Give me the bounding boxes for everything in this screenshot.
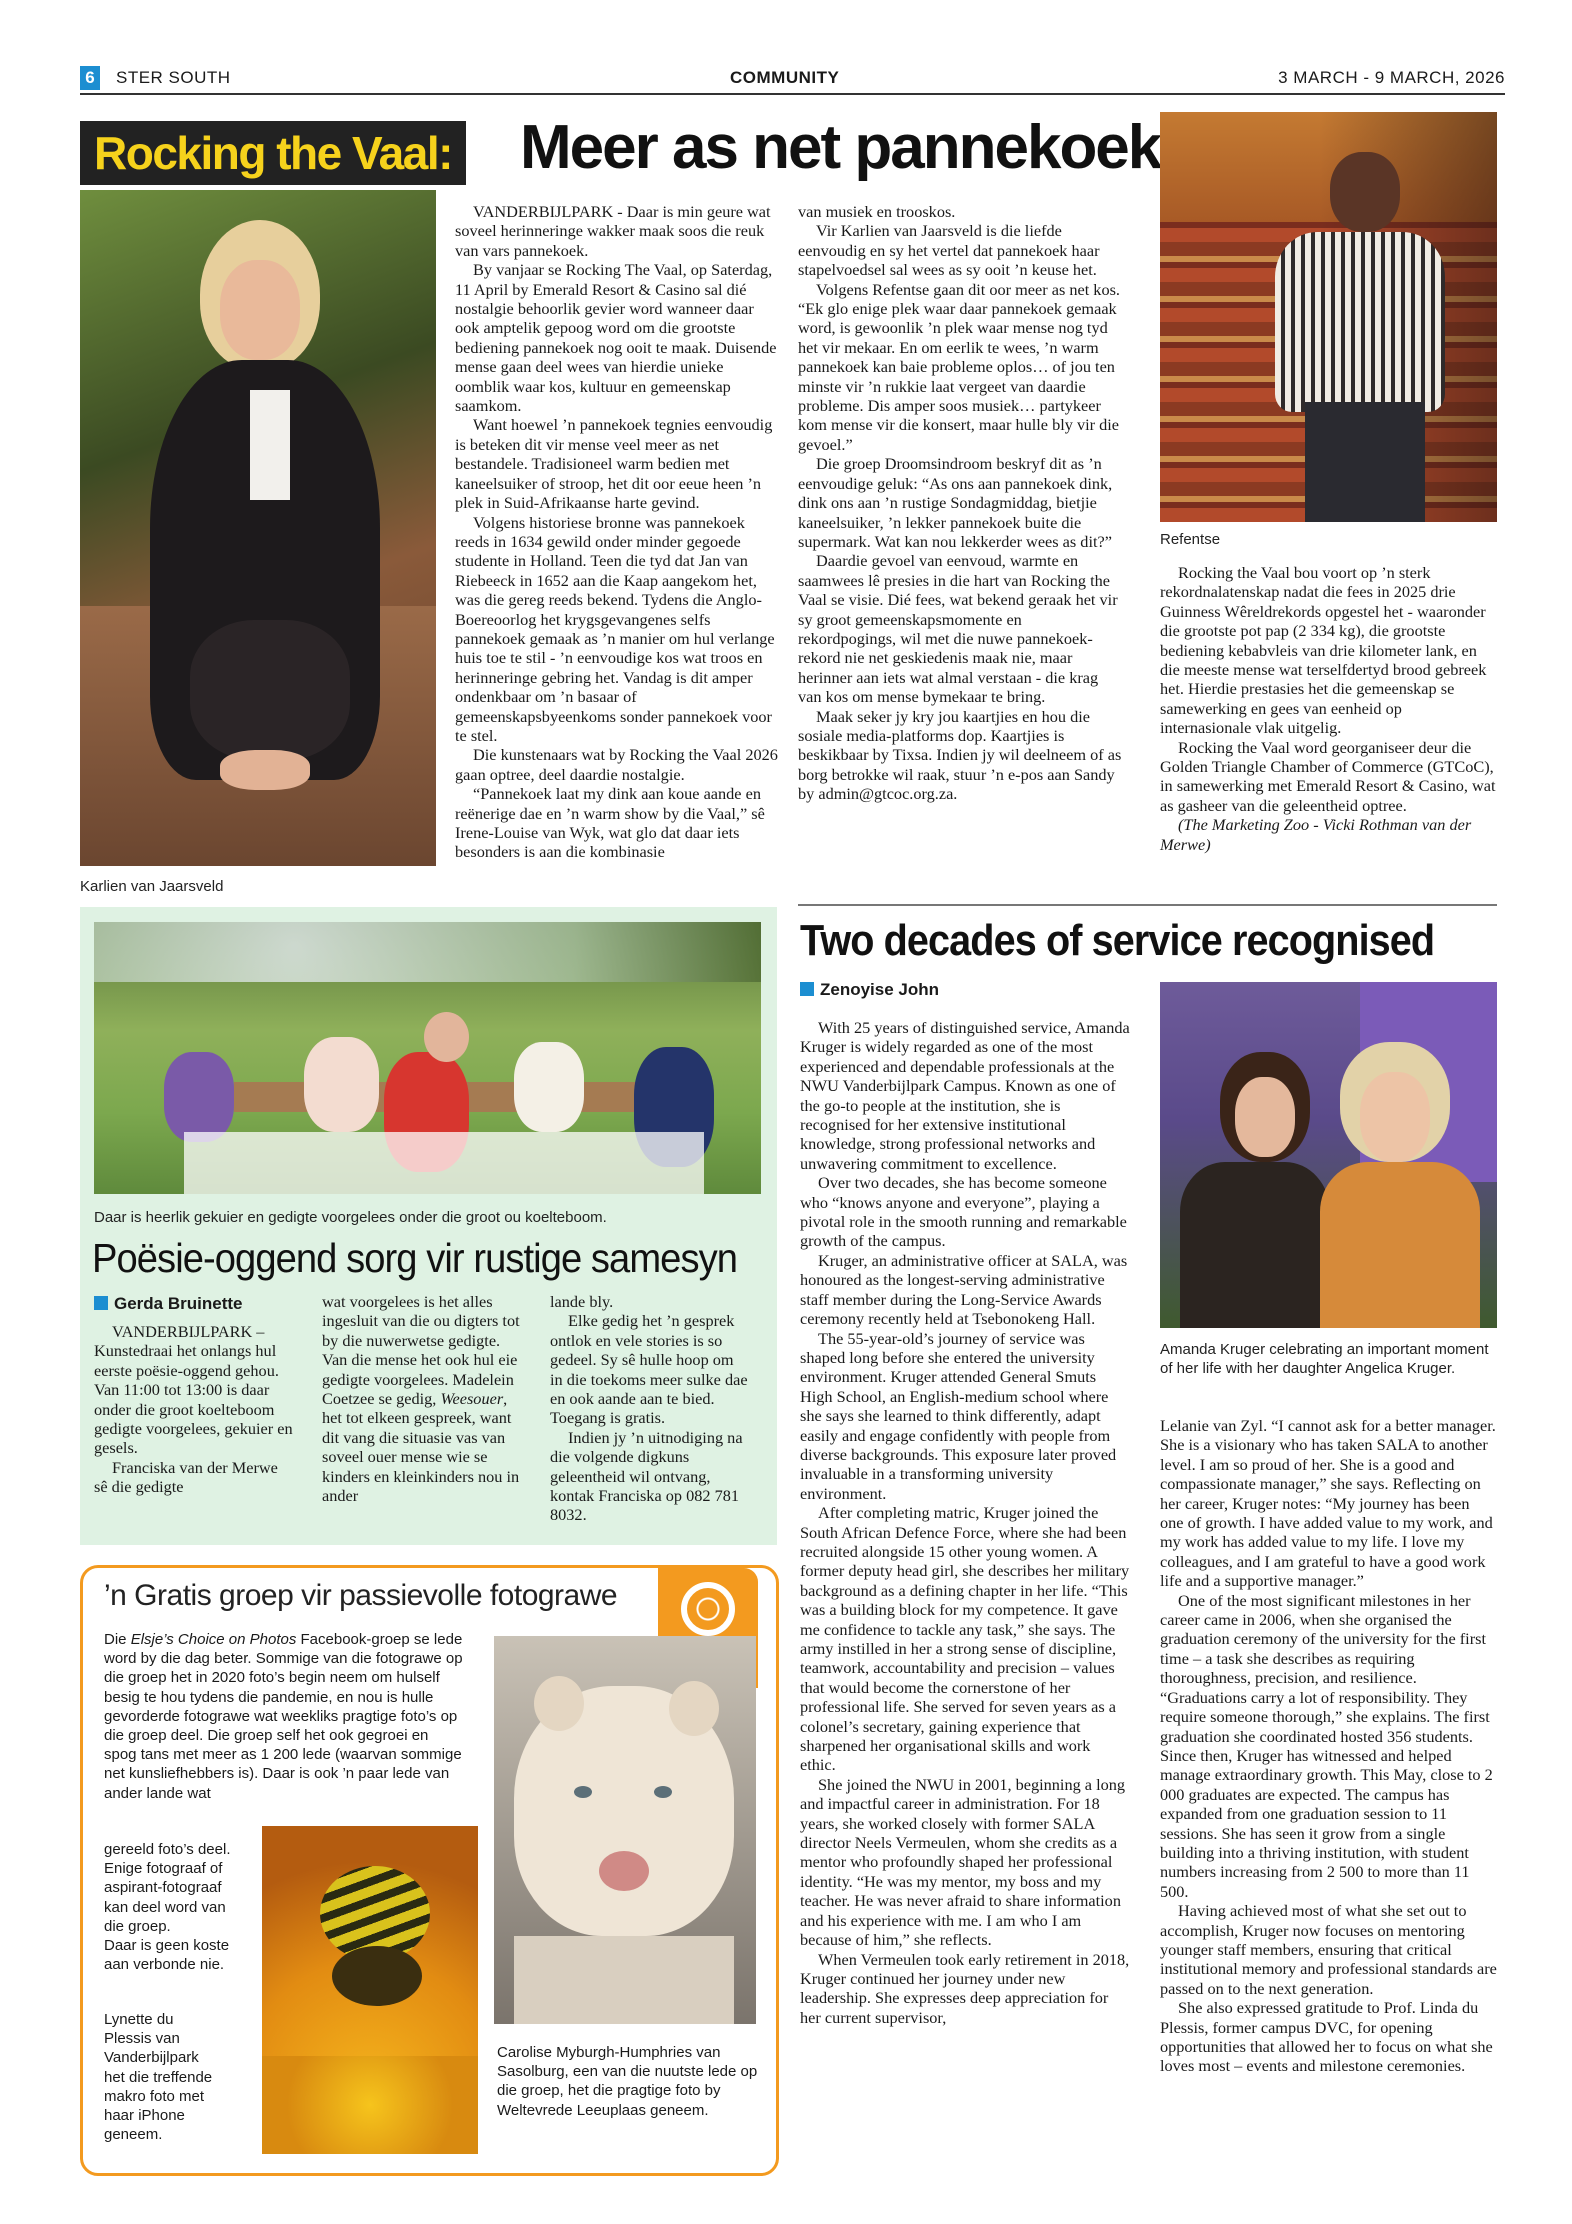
paragraph: Die kunstenaars wat by Rocking the Vaal 2026 gaan optree, deel daardie nostalgie. — [455, 745, 778, 784]
refentse-photo — [1160, 112, 1497, 522]
insect-macro-photo — [262, 1826, 478, 2154]
kicker-text: Rocking the Vaal: — [94, 127, 452, 179]
paragraph: Die groep Droomsindroom beskryf dit as ’n eenvoudige geluk: “As ons aan pannekoek dink, dink ons aan ’n rustige Sondagmiddag, bietjie kaneelsuiker, ’n lekker pannekoek buite die supermark. Wat kan nou lekkerder wees as dit?” — [798, 454, 1113, 551]
paragraph: With 25 years of distinguished service, Amanda Kruger is widely regarded as one of the most experienced and dependable professionals at the NWU Vanderbijlpark Campus. Known as one of the go-to people at the institution, she is recognised for her extensive institutional knowledge, strong professional networks and unwavering commitment to excellence. — [800, 1018, 1130, 1173]
paragraph: lande bly. — [550, 1292, 614, 1311]
lion-cub-photo — [494, 1636, 756, 2024]
camera-aperture-icon — [681, 1582, 735, 1636]
paragraph: “Pannekoek laat my dink aan koue aande en reënerige dae en ’n warm show by die Vaal,” sê Irene-Louise van Wyk, wat glo dat daar iets besonders is aan die kombinasie — [455, 784, 765, 862]
paragraph: Indien jy ’n uitnodiging na die volgende digkuns geleentheid wil ontvang, kontak Franciska op 082 781 8032. — [550, 1427, 743, 1525]
byline-name: Zenoyise John — [820, 980, 940, 999]
story2-headline: Poësie-oggend sorg vir rustige samesyn — [92, 1235, 737, 1281]
group-name: Elsje’s Choice on Photos — [130, 1631, 297, 1648]
paragraph: van musiek en trooskos. — [798, 202, 956, 221]
paragraph: Vir Karlien van Jaarsveld is die liefde eenvoudig en sy het vertel dat pannekoek haar stapelvoedsel sal wees as sy ooit ’n keuse het. — [798, 221, 1100, 280]
paragraph: VANDERBIJLPARK – Kunstedraai het onlangs hul eerste poësie-oggend gehou. Van 11:00 tot 13:00 is daar onder die groot koelteboom gedigte voorgelees, gekuier en gesels. — [94, 1322, 293, 1458]
karlien-photo — [80, 190, 436, 866]
story2-column-3 — [550, 1292, 750, 1525]
text-line: die groep. — [104, 1917, 171, 1935]
story1-column-1 — [455, 202, 780, 862]
caption-line: geneem. — [104, 2126, 163, 2144]
story1-headline: Meer as net pannekoek — [520, 113, 1161, 182]
caption-line: makro foto met — [104, 2087, 205, 2105]
paragraph: Want hoewel ’n pannekoek tegnies eenvoudig is beteken dit vir mense veel meer as net bestandele. Tradisioneel warm bedien met kaneelsuiker of stroop, het dit oor eeue heen ’n plek in Suid-Afrikaanse harte gevind. — [455, 415, 773, 513]
page-header — [80, 66, 1505, 90]
story4-headline: Two decades of service recognised — [800, 916, 1435, 965]
section-divider — [798, 904, 1497, 906]
paragraph: Maak seker jy kry jou kaartjies en hou die sosiale media-platforms dop. Kaartjies is beskikbaar by Tixsa. Indien jy wil deelneem of as borg betrokke wil raak, stuur ’n e-pos aan Sandy by admin@gtcoc.org.za. — [798, 706, 1122, 804]
story2-column-1 — [94, 1322, 294, 1497]
paragraph: Franciska van der Merwe sê die gedigte — [94, 1457, 278, 1497]
insect-caption — [104, 2010, 254, 2144]
text-run: wat voorgelees is het alles ingesluit van die ou digters tot by die nuwerwetse gedigte. Van die mense het ook hul eie gedigte voorgelees. Madelein Coetzee se gedig, — [322, 1292, 520, 1409]
text-line: Daar is geen koste — [104, 1937, 230, 1955]
paragraph: Rocking the Vaal bou voort op ’n sterk rekordnalatenskap nadat die fees in 2025 drie Guinness Wêreldrekords opgestel het - waaronder die grootste pot pap (2 334 kg), die grootste bediening kebabvleis van drie kilometer lank, en die meeste mense wat terselfdertyd brood gebreek het. Hierdie prestasies het die gemeenskap se samewerking en gees van eenheid op internasionale vlak uitgelig. — [1160, 563, 1487, 738]
story2-column-2 — [322, 1292, 522, 1505]
paragraph: She also expressed gratitude to Prof. Linda du Plessis, former campus DVC, for opening opportunities that allowed her to focus on what she loves most – events and milestone ceremonies. — [1160, 1998, 1493, 2076]
text-line: gereeld foto’s deel. — [104, 1841, 231, 1858]
karlien-caption: Karlien van Jaarsveld — [80, 878, 224, 895]
story4-column-2 — [1160, 1416, 1497, 2076]
text-line: Enige fotograaf of — [104, 1860, 223, 1878]
kruger-photo — [1160, 982, 1497, 1328]
caption-line: Lynette du — [104, 2011, 174, 2028]
story3-intro — [104, 1630, 464, 1803]
poetry-photo — [94, 922, 761, 1194]
story1-column-2 — [798, 202, 1123, 804]
caption-line: haar iPhone — [104, 2107, 185, 2125]
story4-column-1 — [800, 1018, 1130, 2027]
photo-credit: (The Marketing Zoo - Vicki Rothman van der Merwe) — [1160, 815, 1472, 854]
paragraph: By vanjaar se Rocking The Vaal, op Saterdag, 11 April by Emerald Resort & Casino sal dié nostalgie behoorlik gevier word wanneer daar ook amptelik gepoog word om die grootste bediening pannekoek nog ooit te maak. Duisende mense gaan deel wees van hierdie unieke oomblik waar kos, kultuur en gemeenskap saamkom. — [455, 260, 777, 416]
paragraph: Over two decades, she has become someone who “knows anyone and everyone”, playing a pivotal role in the smooth running and remarkable growth of the campus. — [800, 1173, 1127, 1251]
paragraph: Elke gedig het ’n gesprek ontlok en vele stories is so gedeel. Sy sê hulle hoop om in die toekoms meer sulke dae en ook aande aan te bied. Toegang is gratis. — [550, 1311, 748, 1428]
paragraph: After completing matric, Kruger joined the South African Defence Force, where she had been recruited alongside 15 other young women. A former deputy head girl, she describes her military background as a defining chapter in her life. “This was a building block for my competence. It gave me confidence to tackle any task,” she says. The army instilled in her a strong sense of discipline, teamwork, accountability and precision – values that would become the cornerstone of her professional life. She served for seven years as a colonel’s secretary, gaining experience that sharpened her organisational skills and work ethic. — [800, 1503, 1130, 1775]
caption-line: het die treffende — [104, 2068, 213, 2086]
text-line: aspirant-fotograaf — [104, 1879, 222, 1897]
lion-caption: Carolise Myburgh-Humphries van Sasolburg, een van die nuutste lede op die groep, het die pragtige foto by Weltevrede Leeuplaas geneem. — [497, 2044, 758, 2119]
paragraph: Volgens Refentse gaan dit oor meer as net kos. “Ek glo enige plek waar daar pannekoek gemaak word, is gewoonlik ’n plek waar mense nog tyd het vir mekaar. En om eerlik te wees, ’n warm pannekoek kan baie probleme oplos… of jou ten minste vir ’n rukkie laat vergeet van daardie probleme. Dis amper soos musiek… partykeer kom mense vir die konsert, maar hulle bly vir die gevoel.” — [798, 279, 1120, 454]
story3-lines — [104, 1840, 264, 1974]
paragraph: VANDERBIJLPARK - Daar is min geure wat soveel herinneringe wakker maak soos die reuk van vars pannekoek. — [455, 202, 771, 260]
paragraph: Rocking the Vaal word georganiseer deur die Golden Triangle Chamber of Commerce (GTCoC), in samewerking met Emerald Resort & Casino, wat as gasheer van die geleentheid optree. — [1160, 737, 1496, 815]
story2-byline — [94, 1294, 242, 1314]
poem-title: Weesouer — [440, 1389, 504, 1409]
story1-column-3 — [1160, 563, 1497, 854]
text-line: kan deel word van — [104, 1898, 226, 1916]
paragraph: When Vermeulen took early retirement in 2018, Kruger continued her journey under new leadership. She expresses deep appreciation for her current supervisor, — [800, 1949, 1130, 2027]
paragraph: One of the most significant milestones in her career came in 2006, when she organised the graduation ceremony of the university for the first time – a task she describes as requiring thoroughness, precision, and resilience. “Graduations carry a lot of responsibility. They require someone thorough,” she explains. The first graduation she coordinated hosted 356 students. Since then, Kruger has witnessed and helped manage extraordinary growth. This May, close to 2 000 graduates are expected. The campus has expanded from one graduation session to 11 sessions. She has seen it grow from a single building into a thriving institution, with student numbers increasing from 2 500 to more than 11 500. — [1160, 1590, 1493, 1901]
kruger-caption: Amanda Kruger celebrating an important moment of her life with her daughter Angelica Kruger. — [1160, 1341, 1489, 1377]
caption-line: Vanderbijlpark — [104, 2049, 199, 2067]
caption-line: Plessis van — [104, 2030, 180, 2048]
paragraph: Daardie gevoel van eenvoud, warmte en saamwees lê presies in die hart van Rocking the Vaal se visie. Dié fees, wat bekend geraak het vir sy groot gemeenskapsmomente en rekordpogings, wil met die nuwe pannekoek-rekord nie net geskiedenis maak nie, maar herinner aan iets wat almal verstaan - die krag van kos om mense bymekaar te bring. — [798, 551, 1118, 707]
section-name: COMMUNITY — [730, 68, 840, 87]
byline-marker — [94, 1296, 108, 1310]
page-number: 6 — [80, 66, 100, 90]
kicker — [80, 121, 466, 185]
story3-headline: ’n Gratis groep vir passievolle fotograwe — [104, 1579, 618, 1612]
text-run: Die — [104, 1631, 131, 1648]
paragraph: Volgens historiese bronne was pannekoek reeds in 1634 gewild onder minder gegoede studente in Holland. Teen die tyd dat Jan van Riebeeck in 1652 aan die Kaap aangekom het, was die gereg reeds bekend. Tydens die Anglo-Boereoorlog het krygsgevangenes selfs pannekoek gemaak as ’n manier om hul verlange huis toe te stil - ’n eenvoudige kos wat troos en herinneringe gebring het. Vandag is dit amper ondenkbaar om ’n basaar of gemeenskapsbyeenkoms sonder pannekoek voor te stel. — [455, 512, 775, 745]
byline-marker — [800, 982, 814, 996]
text-run: , het tot elkeen gespreek, want dit vang die situasie vas van soveel ouer mense wie se kinders en kleinkinders nou in ander — [322, 1389, 520, 1506]
refentse-caption: Refentse — [1160, 531, 1221, 548]
text-line: aan verbonde nie. — [104, 1956, 225, 1974]
paragraph: Kruger, an administrative officer at SALA, was honoured as the longest-serving administrative staff member during the Long-Service Awards ceremony recently held at Tsebonokeng Hall. — [800, 1250, 1128, 1329]
text-run: Facebook-groep se lede word by die dag beter. Sommige van die fotograwe op die groep het in 2020 foto’s begin neem om hulself besig te hou tydens die pandemie, en nou is hulle gevorderde fotograwe wat weekliks pragtige foto’s op die groep deel. Die groep self het ook gegroei en spog tans met meer as 1 200 lede (waarvan sommige net kunsliefhebbers is). Daar is ook ’n paar lede van ander lande wat — [104, 1631, 463, 1802]
poetry-caption: Daar is heerlik gekuier en gedigte voorgelees onder die groot ou koelteboom. — [94, 1209, 607, 1226]
publication-name: STER SOUTH — [116, 68, 231, 87]
paragraph: Lelanie van Zyl. “I cannot ask for a better manager. She is a visionary who has taken SALA to another level. I am so proud of her. She is a good and compassionate manager,” she says. Reflecting on her career, Kruger notes: “My journey has been one of growth. I have added value to my work, and my work has added value to my life. I love my colleagues, and I am grateful to have a good work life and a supportive manager.” — [1160, 1416, 1496, 1591]
header-rule — [80, 93, 1505, 95]
paragraph: Having achieved most of what she set out to accomplish, Kruger now focuses on mentoring younger staff members, ensuring that critical institutional memory and professional standards are passed on to the next generation. — [1160, 1901, 1497, 1998]
paragraph: She joined the NWU in 2001, beginning a long and impactful career in administration. For 18 years, she worked closely with former SALA director Neels Vermeulen, whom she credits as a mentor who profoundly shaped her professional identity. “He was my mentor, my boss and my teacher. He was never afraid to share information and his experience with me. I am who I am because of him,” she reflects. — [800, 1774, 1126, 1950]
issue-dates: 3 MARCH - 9 MARCH, 2026 — [1278, 68, 1505, 87]
story4-byline — [800, 980, 939, 1000]
paragraph: The 55-year-old’s journey of service was shaped long before she entered the university environment. Kruger attended General Smuts High School, an English-medium school where she says she learned to think differently, adapt easily and engage confidently with people from diverse backgrounds. This exposure later proved invaluable in a transforming university environment. — [800, 1328, 1117, 1503]
paragraph — [322, 1292, 522, 1505]
byline-name: Gerda Bruinette — [114, 1294, 243, 1313]
